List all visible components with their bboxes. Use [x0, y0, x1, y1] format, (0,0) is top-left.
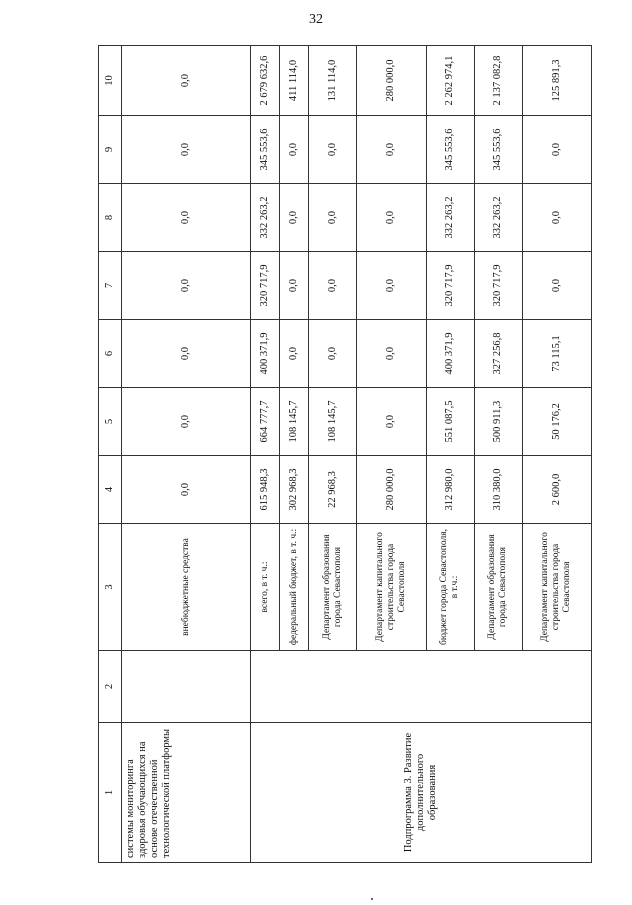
value-cell: 320 717,9	[251, 252, 280, 320]
value-cell: 327 256,8	[474, 320, 522, 388]
value-cell: 22 968,3	[309, 456, 357, 524]
value-cell: 0,0	[357, 116, 426, 184]
table-row	[251, 46, 280, 863]
column-number-row	[99, 46, 122, 863]
value-cell: 500 911,3	[474, 388, 522, 456]
value-cell: 0,0	[357, 320, 426, 388]
value-cell: 345 553,6	[426, 116, 474, 184]
value-cell: 131 114,0	[309, 46, 357, 116]
value-cell: 302 968,3	[280, 456, 309, 524]
column-number: 8	[99, 184, 122, 252]
value-cell: 0,0	[122, 116, 251, 184]
value-cell: 2 262 974,1	[426, 46, 474, 116]
value-cell: 0,0	[280, 184, 309, 252]
value-cell: 125 891,3	[522, 46, 591, 116]
funding-source-cell: внебюджетные средства	[122, 524, 251, 651]
value-cell: 615 948,3	[251, 456, 280, 524]
value-cell: 73 115,1	[522, 320, 591, 388]
column-number: 6	[99, 320, 122, 388]
funding-source-cell: Департамент капитального строительства города Севастополя	[522, 524, 591, 651]
value-cell: 0,0	[280, 320, 309, 388]
funding-source-cell: всего, в т. ч.:	[251, 524, 280, 651]
value-cell: 2 137 082,8	[474, 46, 522, 116]
funding-source-cell: бюджет города Севастополя, в т.ч.:	[426, 524, 474, 651]
value-cell: 0,0	[122, 46, 251, 116]
value-cell: 551 087,5	[426, 388, 474, 456]
activity-name-cell: системы мониторинга здоровья обучающихся на основе отечественной технологической платформы	[122, 723, 251, 863]
value-cell: 345 553,6	[474, 116, 522, 184]
landscape-page	[98, 46, 592, 863]
column-number: 3	[99, 524, 122, 651]
value-cell: 0,0	[522, 184, 591, 252]
value-cell: 0,0	[122, 184, 251, 252]
subprogram-title-cell: Подпрограмма 3. Развитие дополнительного образования	[251, 723, 592, 863]
rotated-table-area	[98, 46, 592, 863]
budget-table	[98, 45, 592, 863]
value-cell: 108 145,7	[280, 388, 309, 456]
value-cell: 0,0	[122, 456, 251, 524]
value-cell: 332 263,2	[251, 184, 280, 252]
value-cell: 0,0	[309, 184, 357, 252]
column-number: 4	[99, 456, 122, 524]
value-cell: 320 717,9	[474, 252, 522, 320]
column-number: 7	[99, 252, 122, 320]
value-cell: 108 145,7	[309, 388, 357, 456]
value-cell: 0,0	[122, 388, 251, 456]
value-cell: 400 371,9	[426, 320, 474, 388]
funding-source-cell: Департамент капитального строительства города Севастополя	[357, 524, 426, 651]
value-cell: 0,0	[522, 252, 591, 320]
value-cell: 0,0	[122, 252, 251, 320]
value-cell: 0,0	[309, 116, 357, 184]
value-cell: 0,0	[309, 320, 357, 388]
value-cell: 280 000,0	[357, 456, 426, 524]
value-cell: 280 000,0	[357, 46, 426, 116]
funding-source-cell: Департамент образования города Севастополя	[309, 524, 357, 651]
column-number: 1	[99, 723, 122, 863]
value-cell: 0,0	[357, 184, 426, 252]
column-number: 2	[99, 651, 122, 723]
value-cell: 310 380,0	[474, 456, 522, 524]
value-cell: 2 600,0	[522, 456, 591, 524]
empty-cell	[122, 651, 251, 723]
value-cell: 400 371,9	[251, 320, 280, 388]
value-cell: 664 777,7	[251, 388, 280, 456]
column-number: 5	[99, 388, 122, 456]
value-cell: 0,0	[280, 116, 309, 184]
value-cell: 2 679 632,6	[251, 46, 280, 116]
value-cell: 312 980,0	[426, 456, 474, 524]
value-cell: 0,0	[309, 252, 357, 320]
empty-cell	[251, 651, 592, 723]
value-cell: 332 263,2	[474, 184, 522, 252]
funding-source-cell: федеральный бюджет, в т. ч.:	[280, 524, 309, 651]
value-cell: 0,0	[280, 252, 309, 320]
value-cell: 0,0	[522, 116, 591, 184]
value-cell: 320 717,9	[426, 252, 474, 320]
value-cell: 411 114,0	[280, 46, 309, 116]
page-number: 32	[309, 12, 323, 27]
funding-source-cell: Департамент образования города Севастополя	[474, 524, 522, 651]
scan-speck	[371, 898, 373, 900]
value-cell: 0,0	[357, 252, 426, 320]
value-cell: 0,0	[122, 320, 251, 388]
value-cell: 345 553,6	[251, 116, 280, 184]
value-cell: 332 263,2	[426, 184, 474, 252]
table-row	[122, 46, 251, 863]
value-cell: 0,0	[357, 388, 426, 456]
column-number: 10	[99, 46, 122, 116]
value-cell: 50 176,2	[522, 388, 591, 456]
column-number: 9	[99, 116, 122, 184]
